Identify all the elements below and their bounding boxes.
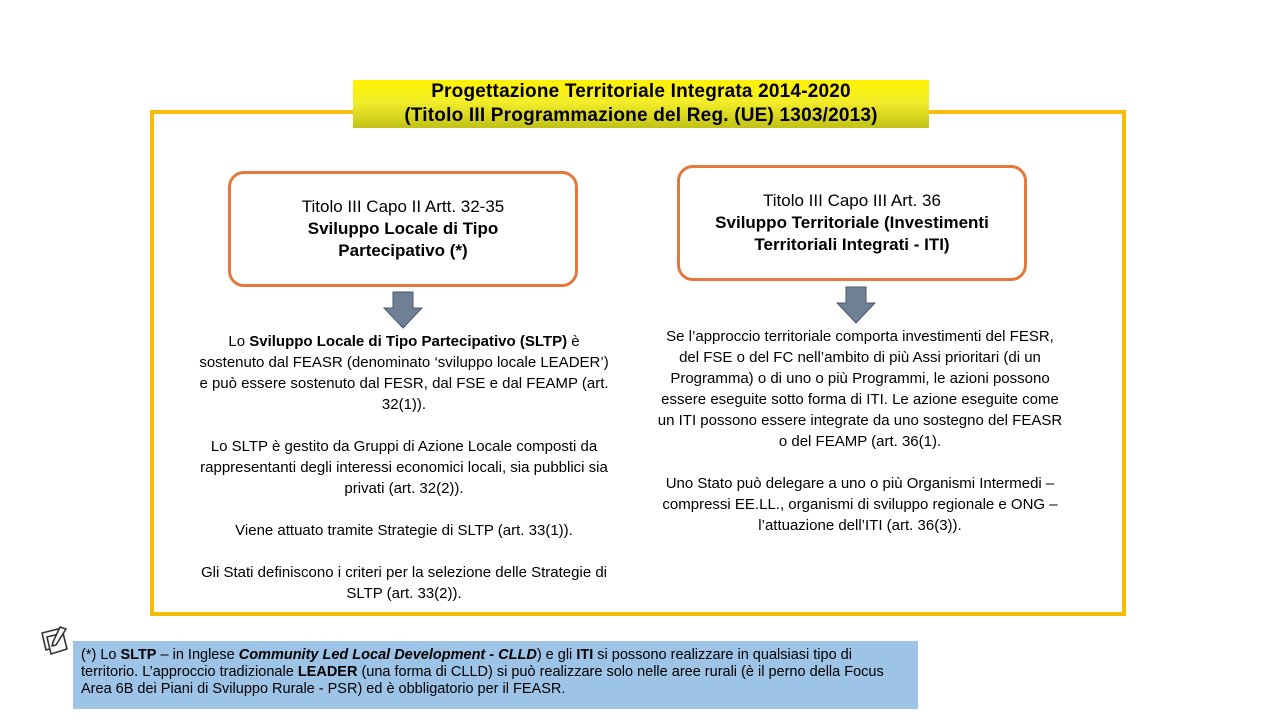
text-span: ) e gli (536, 647, 577, 663)
text-bold: SLTP (120, 647, 157, 663)
footnote (73, 641, 918, 709)
slide-title (353, 80, 929, 128)
text-span: – in Inglese (156, 647, 239, 663)
sltp-paragraph-1 (195, 331, 613, 415)
sltp-description (195, 331, 613, 625)
iti-description (655, 326, 1065, 557)
text-bold: LEADER (297, 664, 358, 680)
card-sltp-ref: Titolo III Capo II Artt. 32-35 (301, 197, 505, 216)
text-bold: ITI (576, 647, 594, 663)
arrow-down-icon (383, 290, 423, 330)
text-span: si possono realizzare in qualsiasi tipo di territorio. L’approccio tradizionale (81, 647, 852, 680)
iti-paragraph-2: Uno Stato può delegare a uno o più Organismi Intermedi – compressi EE.LL., organismi di sviluppo regionale e ONG – l’attuazione dell’ITI (art. 36(3)). (662, 475, 1058, 534)
arrow-down-icon (836, 285, 876, 325)
card-sltp (228, 171, 578, 287)
card-iti-ref: Titolo III Capo III Art. 36 (763, 191, 941, 210)
title-line-1: Progettazione Territoriale Integrata 2014-2020 (431, 81, 851, 102)
sltp-paragraph-3: Viene attuato tramite Strategie di SLTP (art. 33(1)). (235, 522, 573, 539)
card-iti (677, 165, 1027, 281)
text-span: Lo (228, 333, 250, 350)
text-bold: Sviluppo Locale di Tipo Partecipativo (SLTP) (249, 333, 568, 350)
text-bold-italic: Community Led Local Development - CLLD (238, 647, 537, 663)
notes-icon (38, 623, 74, 659)
sltp-paragraph-4: Gli Stati definiscono i criteri per la selezione delle Strategie di SLTP (art. 33(2)). (200, 564, 608, 602)
text-span: (*) Lo (81, 647, 121, 663)
title-line-2: (Titolo III Programmazione del Reg. (UE) 1303/2013) (404, 105, 878, 126)
card-sltp-heading-2: Partecipativo (*) (338, 241, 468, 260)
iti-paragraph-1: Se l’approccio territoriale comporta investimenti del FESR, del FSE o del FC nell’ambito di più Assi prioritari (di un Programma) o di uno o più Programmi, le azioni possono essere eseguite sotto forma di ITI. Le azione eseguite come un ITI possono essere integrate da uno sostegno del FEASR o del FEAMP (art. 36(1). (657, 328, 1063, 450)
card-iti-heading-2: Territoriali Integrati - ITI) (754, 235, 950, 254)
card-iti-heading-1: Sviluppo Territoriale (Investimenti (715, 213, 989, 232)
sltp-paragraph-2: Lo SLTP è gestito da Gruppi di Azione Locale composti da rappresentanti degli interessi economici locali, sia pubblici sia privati (art. 32(2)). (200, 438, 608, 497)
text-span: (una forma di CLLD) si può realizzare solo nelle aree rurali (è il perno della Focus Area 6B dei Piani di Sviluppo Rurale - PSR) ed è obbligatorio per il FEASR. (81, 664, 884, 697)
text-span: è sostenuto dal FEASR (denominato ‘sviluppo locale LEADER’) e può essere sostenuto dal FESR, dal FSE e dal FEAMP (art. 32(1)). (199, 333, 609, 413)
card-sltp-heading-1: Sviluppo Locale di Tipo (307, 219, 499, 238)
